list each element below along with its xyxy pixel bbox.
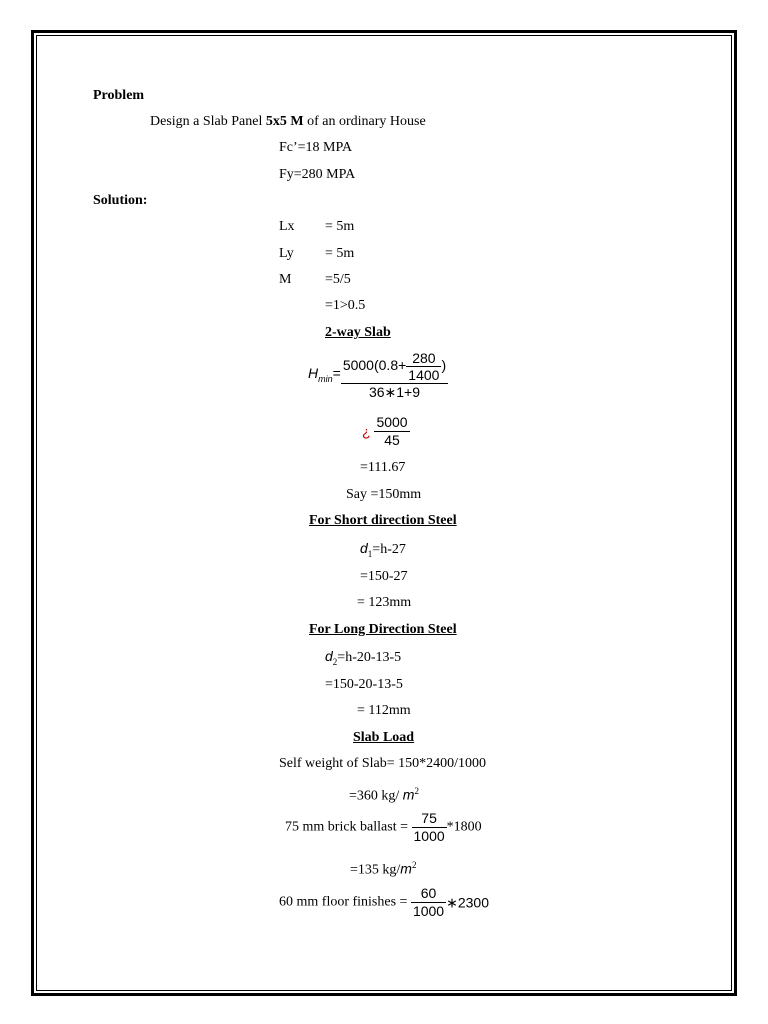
ly-label: Ly	[279, 246, 294, 261]
d1-eq: =h-27	[372, 542, 406, 557]
finish-mult: ∗2300	[446, 894, 489, 911]
d2-symbol: d	[325, 648, 333, 664]
hmin-step-fraction	[374, 414, 409, 449]
brick-unit-exp: 2	[411, 860, 417, 870]
brick-mult: *1800	[446, 819, 482, 835]
hmin-inner-fraction	[406, 350, 441, 383]
two-way-slab-heading: 2-way Slab	[325, 325, 391, 340]
hmin-say: Say =150mm	[346, 487, 422, 502]
short-direction-heading: For Short direction Steel	[309, 513, 457, 528]
self-weight-result-value: =360 kg/	[349, 788, 403, 804]
finish-num: 60	[420, 885, 437, 901]
hmin-num-close: )	[441, 357, 447, 374]
hmin-symbol: H	[308, 364, 319, 381]
d1-symbol: d	[360, 540, 368, 556]
d2-subscript: 2	[332, 656, 338, 667]
d1-subscript: 1	[367, 548, 373, 559]
hmin-step-mark: ¿	[362, 423, 371, 440]
fc-value: Fc’=18 MPA	[279, 140, 353, 155]
floor-finish-line	[279, 885, 489, 920]
self-weight-result	[349, 783, 419, 805]
hmin-inner-den: 1400	[408, 367, 440, 383]
m-value: =5/5	[325, 272, 351, 287]
hmin-step-den: 45	[374, 431, 409, 449]
brick-ballast-line	[285, 810, 482, 845]
lx-label: Lx	[279, 219, 295, 234]
hmin-equals: =	[332, 364, 341, 381]
long-direction-heading: For Long Direction Steel	[309, 622, 457, 637]
long-d2-equation	[325, 648, 401, 670]
hmin-subscript: min	[318, 373, 333, 384]
problem-text-after: of an ordinary House	[303, 114, 426, 129]
brick-result-value: =135 kg/	[350, 862, 401, 878]
long-step: =150-20-13-5	[325, 677, 403, 692]
short-step: =150-27	[360, 569, 408, 584]
hmin-numerator	[341, 350, 448, 383]
problem-text-before: Design a Slab Panel	[150, 114, 266, 129]
fy-value: Fy=280 MPA	[279, 167, 356, 182]
lx-value: = 5m	[325, 219, 355, 234]
finish-den: 1000	[412, 903, 445, 919]
hmin-denominator: 36∗1+9	[341, 383, 448, 401]
problem-text-bold: 5x5 M	[265, 114, 304, 129]
long-result: = 112mm	[357, 703, 411, 718]
finish-label: 60 mm floor finishes =	[279, 894, 411, 910]
hmin-fraction	[341, 350, 448, 401]
brick-result	[350, 857, 416, 879]
brick-label: 75 mm brick ballast =	[285, 819, 412, 835]
self-weight-line: Self weight of Slab= 150*2400/1000	[279, 756, 486, 771]
ratio-result: =1>0.5	[325, 298, 366, 313]
brick-num: 75	[421, 810, 437, 826]
finish-fraction	[411, 885, 446, 920]
brick-unit-m: m	[400, 860, 412, 877]
self-weight-unit-m: m	[402, 786, 415, 803]
short-result: = 123mm	[357, 595, 412, 610]
m-label: M	[279, 272, 292, 287]
ly-value: = 5m	[325, 246, 355, 261]
brick-fraction	[412, 810, 447, 845]
slab-load-heading: Slab Load	[353, 730, 415, 745]
d2-eq: =h-20-13-5	[337, 650, 402, 665]
hmin-result: =111.67	[360, 460, 406, 475]
problem-statement	[150, 114, 426, 130]
problem-heading: Problem	[93, 88, 145, 103]
short-d1-equation	[360, 540, 406, 562]
hmin-num-open: (0.8+	[373, 357, 407, 374]
hmin-step	[362, 414, 410, 449]
hmin-num-prefix: 5000	[342, 357, 374, 374]
hmin-inner-num: 280	[412, 350, 436, 366]
self-weight-unit-exp: 2	[414, 786, 419, 796]
hmin-formula	[308, 350, 448, 401]
solution-heading: Solution:	[93, 193, 148, 208]
hmin-step-num: 5000	[376, 414, 408, 430]
brick-den: 1000	[413, 828, 445, 844]
